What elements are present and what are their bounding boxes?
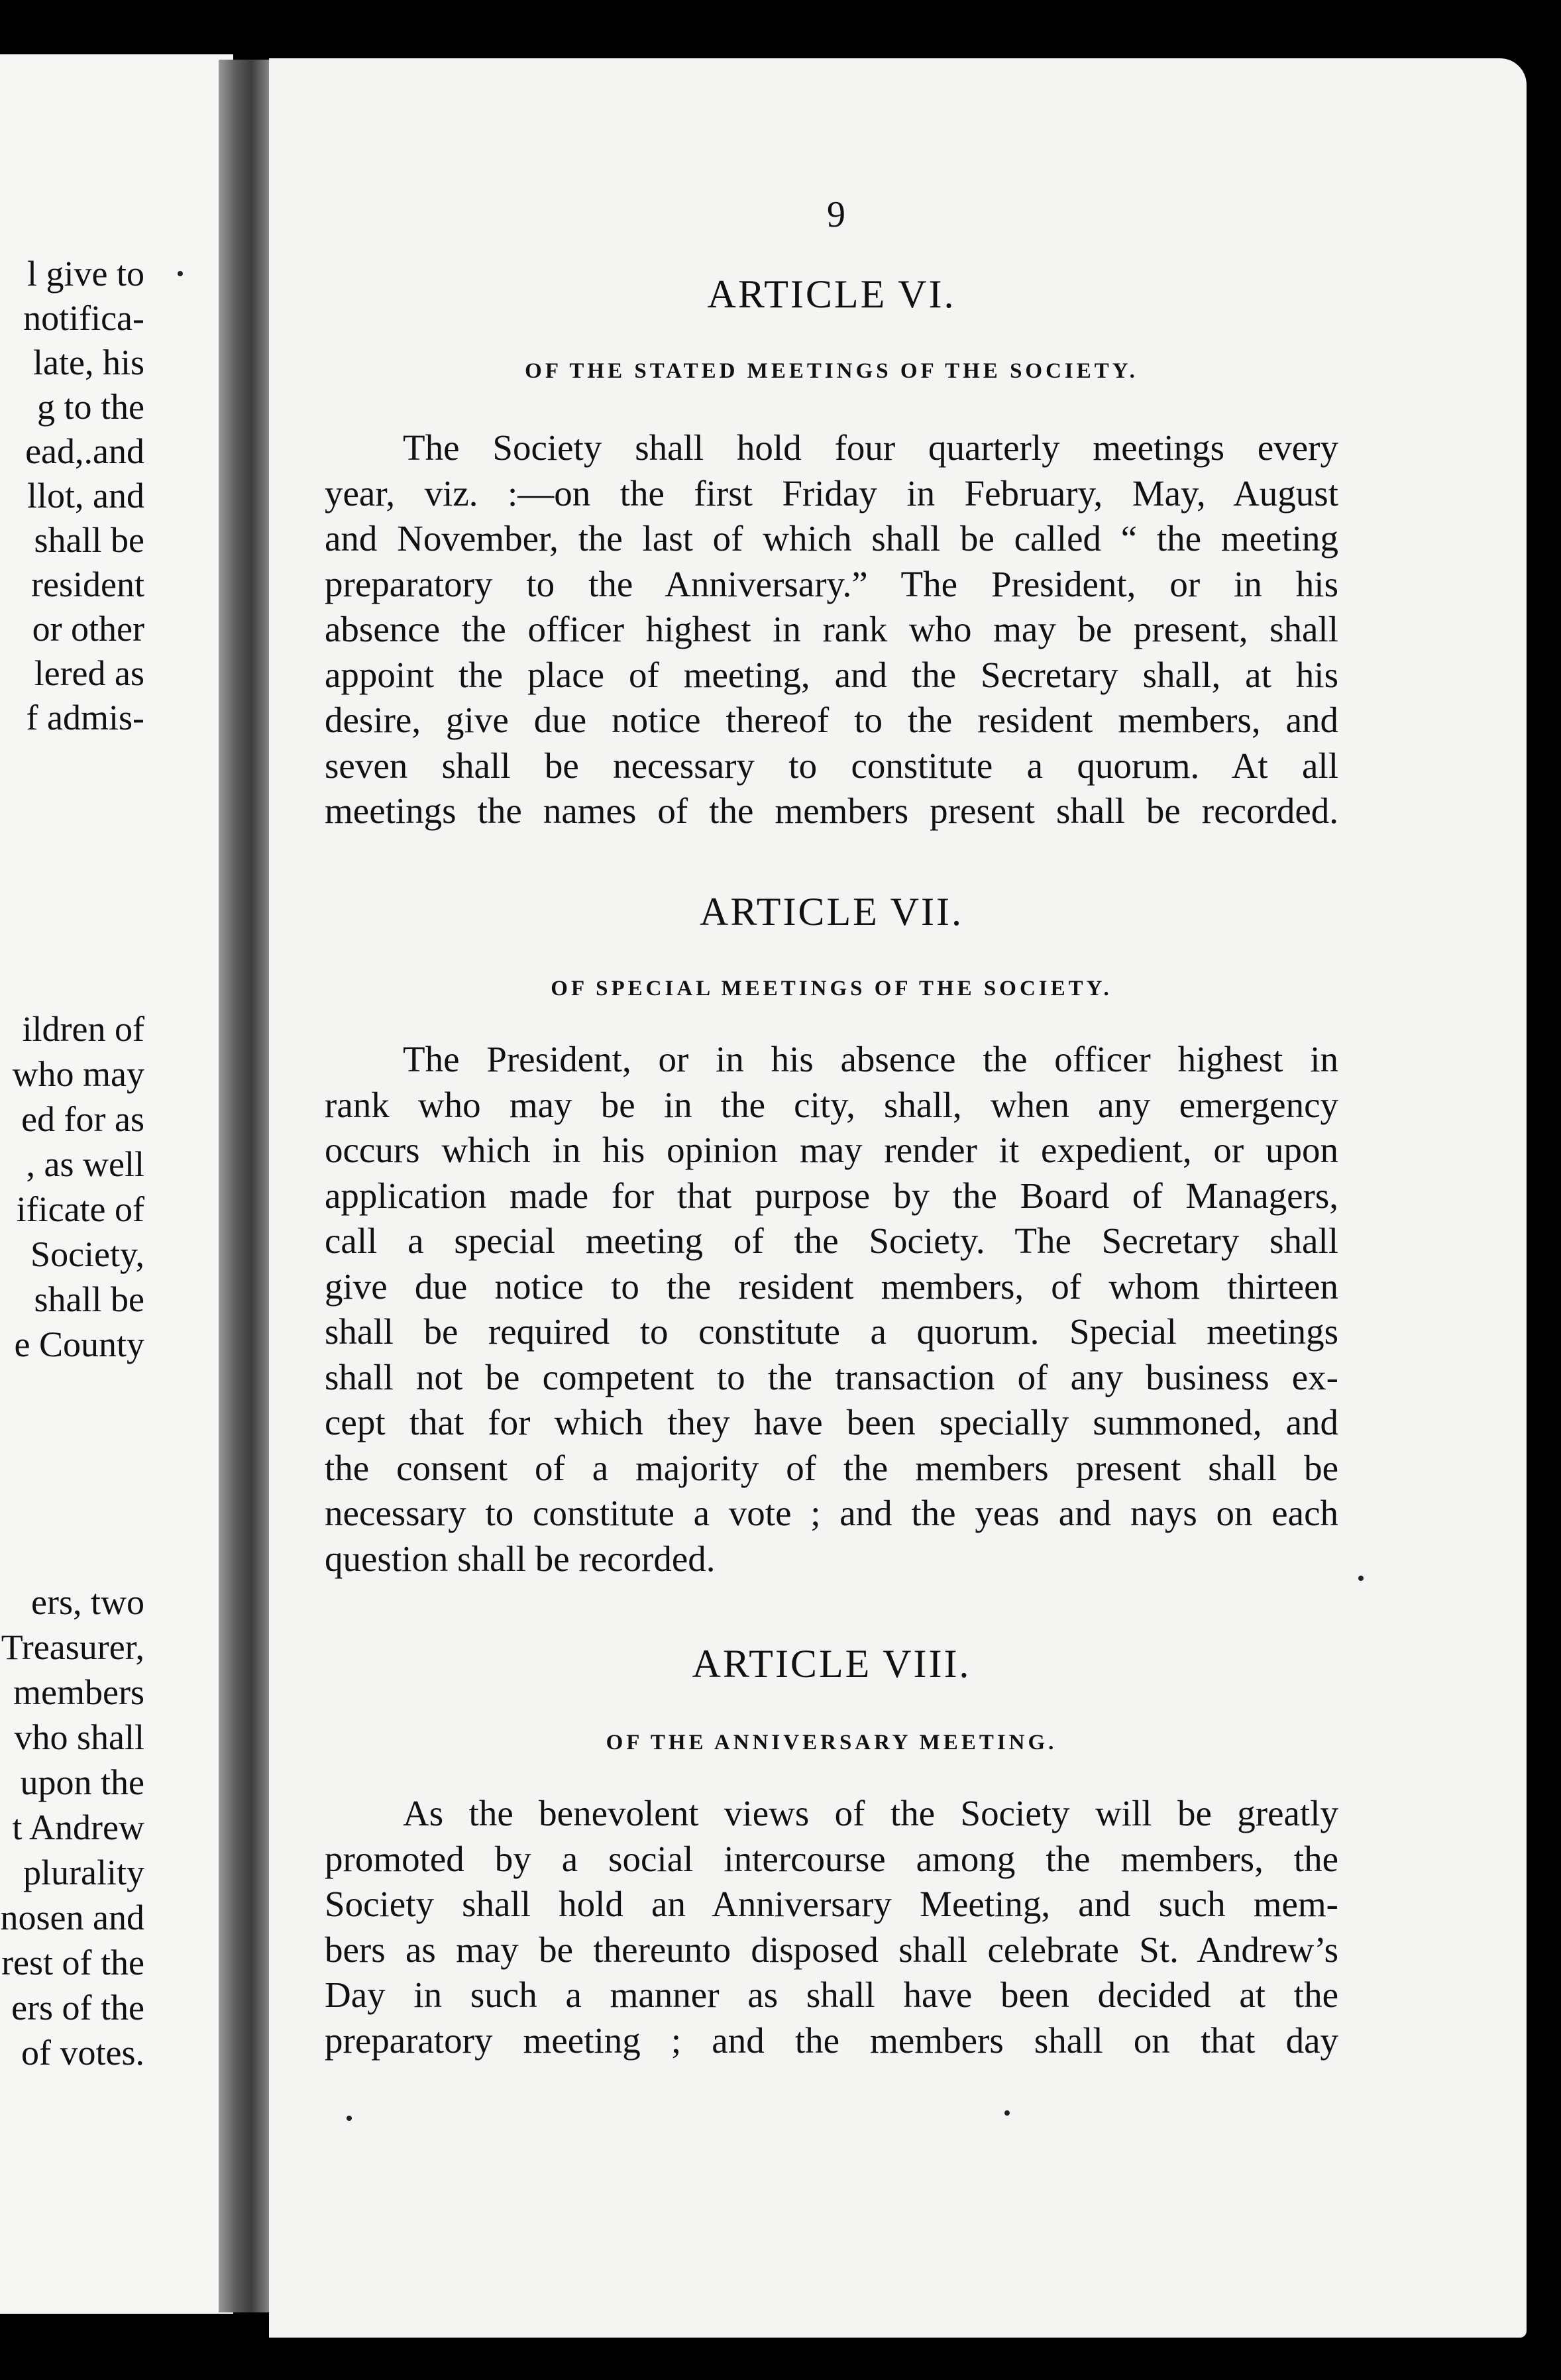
left-page-line: of votes. <box>21 2033 144 2073</box>
text-line: As the benevolent views of the Society will be greatly <box>403 1793 1338 1833</box>
left-page-line: ed for as <box>21 1099 144 1139</box>
left-page-line: or other <box>32 609 144 649</box>
left-page-line: lered as <box>34 653 144 693</box>
text-line: cept that for which they have been specially summoned, and <box>325 1402 1338 1442</box>
text-line: necessary to constitute a vote ; and the yeas and nays on each <box>325 1493 1338 1533</box>
text-line: shall be required to constitute a quorum. Special meetings <box>325 1311 1338 1352</box>
left-page-line: shall be <box>34 1279 144 1319</box>
text-line: give due notice to the resident members, of whom thirteen <box>325 1266 1338 1307</box>
left-page-line: ildren of <box>22 1009 144 1049</box>
left-page-line: ers, two <box>31 1582 144 1622</box>
left-page-line: t Andrew <box>12 1808 144 1847</box>
text-line: promoted by a social intercourse among the members, the <box>325 1838 1338 1879</box>
article-heading: ARTICLE VI. <box>707 272 956 316</box>
text-line: Day in such a manner as shall have been decided at the <box>325 1974 1338 2015</box>
article-heading: ARTICLE VII. <box>700 890 963 934</box>
left-page-line: vho shall <box>14 1717 144 1757</box>
text-line: seven shall be necessary to constitute a quorum. At all <box>325 745 1338 786</box>
left-page-line: who may <box>12 1054 144 1094</box>
left-page-line: notifica- <box>23 298 144 338</box>
left-page-line: l give to <box>27 254 144 294</box>
text-line: call a special meeting of the Society. The Secretary shall <box>325 1220 1338 1261</box>
text-line: preparatory to the Anniversary.” The President, or in his <box>325 563 1338 604</box>
article-body <box>325 425 1338 834</box>
left-page-line: members <box>13 1672 144 1712</box>
left-page-line: ers of the <box>11 1988 144 2028</box>
left-page-line: Treasurer, <box>1 1627 144 1667</box>
article-subheading: OF SPECIAL MEETINGS OF THE SOCIETY. <box>551 977 1112 1001</box>
left-page-line: Society, <box>30 1234 144 1274</box>
left-page-line: upon the <box>20 1762 144 1802</box>
text-line: shall not be competent to the transaction of any business ex- <box>325 1356 1338 1397</box>
text-line: year, viz. :—on the first Friday in February, May, August <box>325 472 1338 514</box>
left-page-line: shall be <box>34 520 144 560</box>
left-page-line: , as well <box>26 1144 144 1184</box>
text-line: application made for that purpose by the Board of Managers, <box>325 1175 1338 1216</box>
text-line: The President, or in his absence the officer highest in <box>403 1039 1338 1079</box>
page-number: 9 <box>827 194 845 235</box>
text-line: desire, give due notice thereof to the resident members, and <box>325 700 1338 740</box>
left-page-line: nosen and <box>0 1898 144 1937</box>
text-line: absence the officer highest in rank who may be present, shall <box>325 609 1338 649</box>
left-page-line: late, his <box>33 343 144 382</box>
text-line: appoint the place of meeting, and the Secretary shall, at his <box>325 654 1338 695</box>
left-page-line: resident <box>31 565 144 604</box>
text-line: and November, the last of which shall be called “ the meeting <box>325 518 1338 559</box>
left-page-line: ead,.and <box>25 431 144 471</box>
text-line: rank who may be in the city, shall, when any emergency <box>325 1084 1338 1125</box>
text-line: Society shall hold an Anniversary Meeting, and such mem- <box>325 1884 1338 1924</box>
text-line: question shall be recorded. <box>325 1538 716 1579</box>
text-line: preparatory meeting ; and the members shall on that day <box>325 2020 1338 2061</box>
ink-speck <box>1004 2110 1010 2116</box>
text-line: the consent of a majority of the members present shall be <box>325 1447 1338 1488</box>
text-line: meetings the names of the members present shall be recorded. <box>325 790 1338 831</box>
ink-speck <box>347 2116 352 2121</box>
article-subheading: OF THE ANNIVERSARY MEETING. <box>606 1731 1057 1755</box>
ink-speck <box>178 271 183 276</box>
left-page-line: f admis- <box>26 698 144 737</box>
left-page-fragment <box>0 54 233 2314</box>
article-heading: ARTICLE VIII. <box>692 1642 971 1686</box>
left-page-line: rest of the <box>1 1943 144 1982</box>
article-subheading: OF THE STATED MEETINGS OF THE SOCIETY. <box>525 359 1138 383</box>
left-page-line: plurality <box>23 1853 144 1892</box>
ink-speck <box>1358 1576 1364 1581</box>
left-page-line: g to the <box>37 387 144 427</box>
text-line: occurs which in his opinion may render it expedient, or upon <box>325 1130 1338 1170</box>
article-body <box>325 1791 1338 2063</box>
left-page-line: llot, and <box>27 476 144 515</box>
text-line: The Society shall hold four quarterly meetings every <box>403 427 1338 468</box>
left-page-line: e County <box>14 1325 144 1364</box>
left-page-line: ificate of <box>16 1189 144 1229</box>
text-line: bers as may be thereunto disposed shall celebrate St. Andrew’s <box>325 1929 1338 1970</box>
article-body <box>325 1037 1338 1582</box>
